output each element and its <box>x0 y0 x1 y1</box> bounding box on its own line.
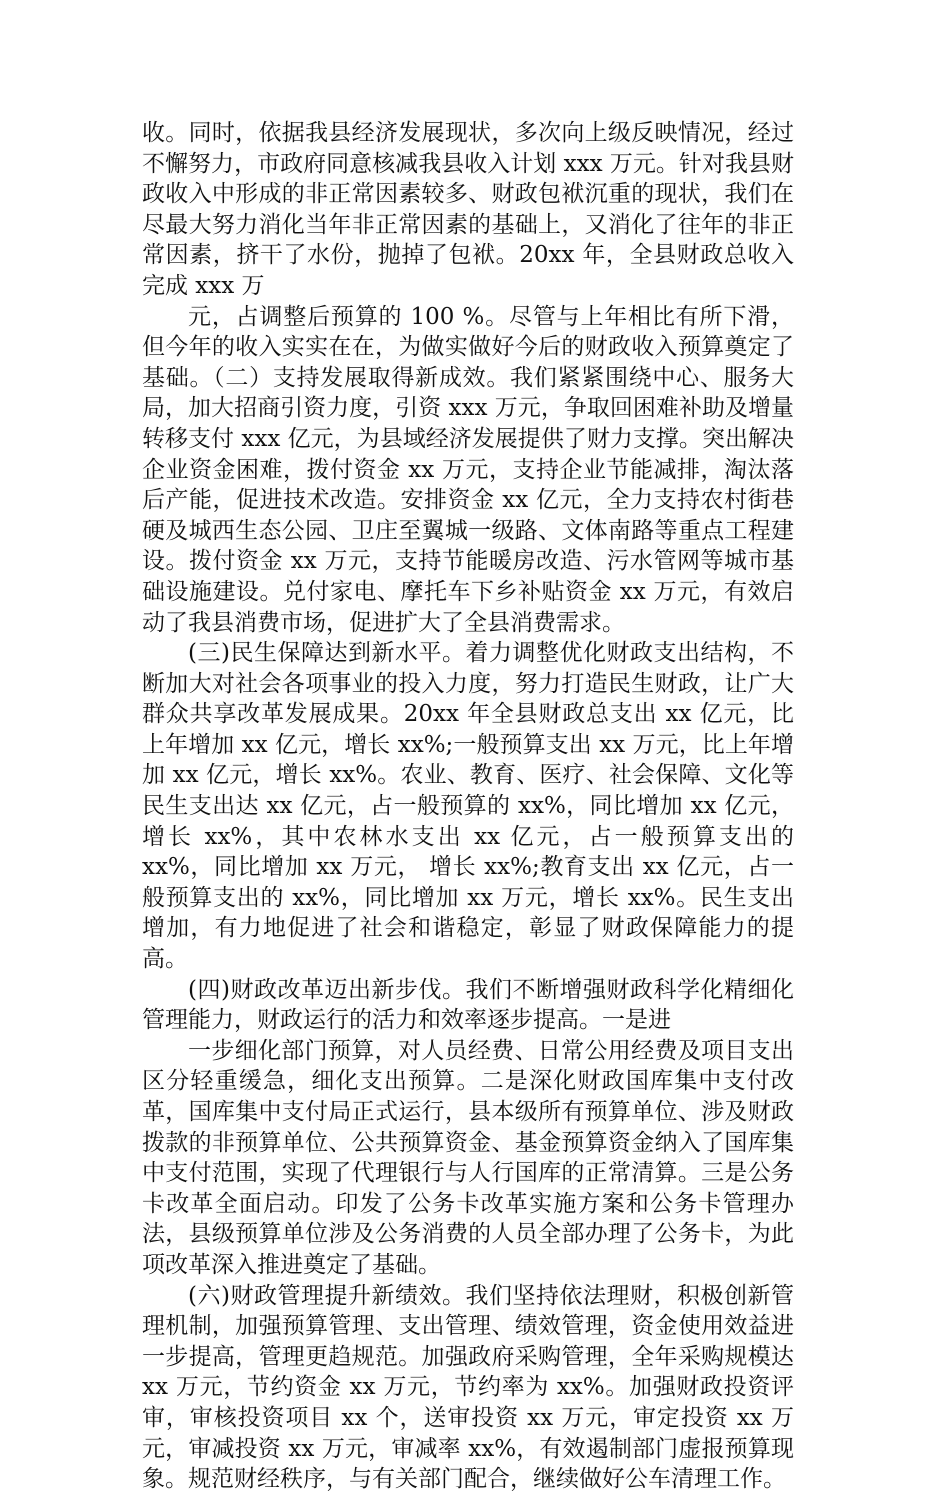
paragraph-2: 元，占调整后预算的 100 %。尽管与上年相比有所下滑，但今年的收入实实在在，为做实做好今后的财政收入预算奠定了基础。（二）支持发展取得新成效。我们紧紧围绕中心、服务大局，加大招商引资力度，引资 xxx 万元，争取回困难补助及增量转移支付 xxx 亿元，为县域经济发展提供了财力支撑。突出解决企业资金困难，拨付资金 xx 万元，支持企业节能减排，淘汰落后产能，促进技术改造。安排资金 xx 亿元，全力支持农村街巷硬及城西生态公园、卫庄至翼城一级路、文体南路等重点工程建设。拨付资金 xx 万元，支持节能暖房改造、污水管网等城市基础设施建设。兑付家电、摩托车下乡补贴资金 xx 万元，有效启动了我县消费市场，促进扩大了全县消费需求。 <box>142 303 794 636</box>
paragraph-4: (四)财政改革迈出新步伐。我们不断增强财政科学化精细化管理能力，财政运行的活力和效率逐步提高。一是进 <box>142 976 794 1034</box>
document-body <box>142 118 794 1495</box>
paragraph-1: 收。同时，依据我县经济发展现状，多次向上级反映情况，经过不懈努力，市政府同意核减我县收入计划 xxx 万元。针对我县财政收入中形成的非正常因素较多、财政包袱沉重的现状，我们在尽最大努力消化当年非正常因素的基础上，又消化了往年的非正常因素，挤干了水份，抛掉了包袱。20xx 年，全县财政总收入完成 xxx 万 <box>142 120 794 299</box>
paragraph-6: (六)财政管理提升新绩效。我们坚持依法理财，积极创新管理机制，加强预算管理、支出管理、绩效管理，资金使用效益进一步提高，管理更趋规范。加强政府采购管理，全年采购规模达 xx 万元，节约资金 xx 万元，节约率为 xx%。加强财政投资评审，审核投资项目 xx 个，送审投资 xx 万元，审定投资 xx 万元，审减投资 xx 万元，审减率 xx%，有效遏制部门虚报预算现象。规范财经秩序，与有关部门配合，继续做好公车清理工作。 <box>142 1282 794 1493</box>
paragraph-5: 一步细化部门预算，对人员经费、日常公用经费及项目支出区分轻重缓急，细化支出预算。二是深化财政国库集中支付改革，国库集中支付局正式运行，县本级所有预算单位、涉及财政拨款的非预算单位、公共预算资金、基金预算资金纳入了国库集中支付范围，实现了代理银行与人行国库的正常清算。三是公务卡改革全面启动。印发了公务卡改革实施方案和公务卡管理办法，县级预算单位涉及公务消费的人员全部办理了公务卡，为此项改革深入推进奠定了基础。 <box>142 1037 794 1278</box>
paragraph-3: (三)民生保障达到新水平。着力调整优化财政支出结构，不断加大对社会各项事业的投入力度，努力打造民生财政，让广大群众共享改革发展成果。20xx 年全县财政总支出 xx 亿元，比上年增加 xx 亿元，增长 xx%;一般预算支出 xx 万元，比上年增加 xx 亿元，增长 xx%。农业、教育、医疗、社会保障、文化等民生支出达 xx 亿元，占一般预算的 xx%，同比增加 xx 亿元，增长 xx%，其中农林水支出 xx 亿元，占一般预算支出的 xx%，同比增加 xx 万元， 增长 xx%;教育支出 xx 亿元，占一般预算支出的 xx%，同比增加 xx 万元，增长 xx%。民生支出增加，有力地促进了社会和谐稳定，彰显了财政保障能力的提高。 <box>142 640 794 973</box>
